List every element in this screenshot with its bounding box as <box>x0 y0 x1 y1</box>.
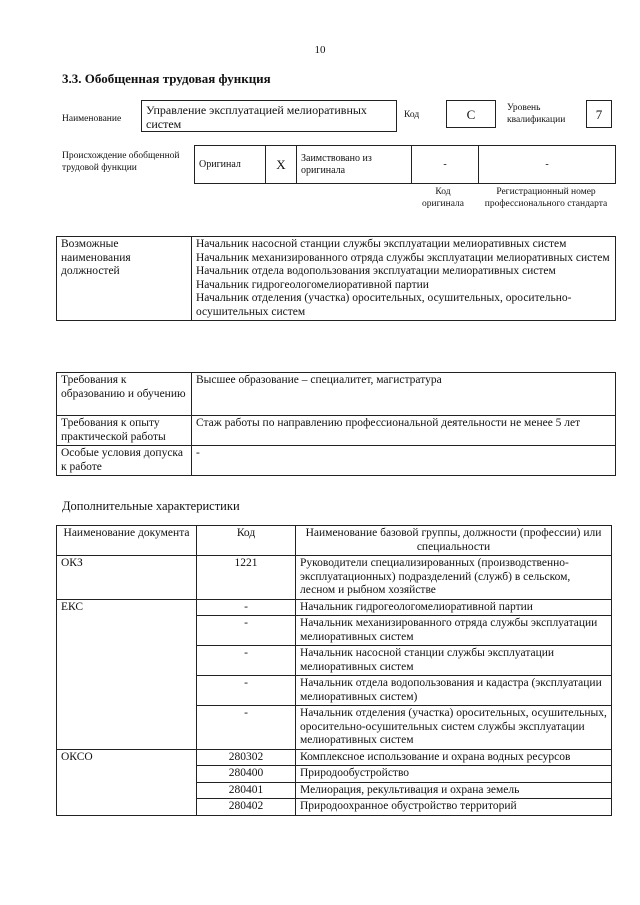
borrowed-label: Заимствовано из оригинала <box>297 146 412 184</box>
name-cell: Комплексное использование и охрана водных ресурсов <box>296 749 612 766</box>
requirement-value: Стаж работы по направлению профессиональной деятельности не менее 5 лет <box>192 416 616 446</box>
name-cell: Мелиорация, рекультивация и охрана земель <box>296 782 612 799</box>
doc-okz: ОКЗ <box>57 556 197 600</box>
original-label: Оригинал <box>195 146 266 184</box>
code-label: Код <box>404 110 420 120</box>
code-cell: 280402 <box>197 799 296 816</box>
origin-label: Происхождение обобщенной трудовой функции <box>62 151 180 173</box>
origin-code: - <box>412 146 479 184</box>
name-label: Наименование <box>62 114 122 124</box>
table-row <box>57 749 612 766</box>
code-cell: 280400 <box>197 766 296 783</box>
name-cell: Начальник гидрогеологомелиоративной партии <box>296 599 612 616</box>
requirement-value: - <box>192 446 616 476</box>
header-code: Код <box>197 526 296 556</box>
position-item: Начальник отдела водопользования эксплуатации мелиоративных систем <box>196 265 556 277</box>
caption-code-original: Код оригинала <box>422 187 464 209</box>
table-header-row <box>57 526 612 556</box>
requirement-label: Особые условия допуска к работе <box>57 446 192 476</box>
original-mark: X <box>266 146 297 184</box>
name-cell: Начальник механизированного отряда службы эксплуатации мелиоративных систем <box>296 616 612 646</box>
doc-eks: ЕКС <box>57 599 197 749</box>
positions-label: Возможные наименования должностей <box>57 237 192 321</box>
header-document: Наименование документа <box>57 526 197 556</box>
code-cell: - <box>197 599 296 616</box>
name-cell: Природообустройство <box>296 766 612 783</box>
code-cell: - <box>197 616 296 646</box>
additional-title: Дополнительные характеристики <box>62 499 240 513</box>
code-cell: 280302 <box>197 749 296 766</box>
requirement-row <box>57 373 616 416</box>
level-label: Уровень квалификации <box>507 103 566 125</box>
requirement-row <box>57 416 616 446</box>
positions-table <box>56 236 616 321</box>
table-row <box>57 556 612 600</box>
header-name: Наименование базовой группы, должности (профессии) или специальности <box>296 526 612 556</box>
code-cell: - <box>197 706 296 750</box>
requirement-label: Требования к образованию и обучению <box>57 373 192 416</box>
position-item: Начальник механизированного отряда службы эксплуатации мелиоративных систем <box>196 251 610 264</box>
doc-okso: ОКСО <box>57 749 197 815</box>
name-cell: Начальник насосной станции службы эксплуатации мелиоративных систем <box>296 646 612 676</box>
code-value: C <box>446 100 496 128</box>
section-title: 3.3. Обобщенная трудовая функция <box>62 71 271 86</box>
origin-regnum: - <box>479 146 616 184</box>
position-item: Начальник отделения (участка) оросительных, осушительных, оросительно-осушительных систем <box>196 292 572 318</box>
page-number: 10 <box>314 44 326 56</box>
positions-list <box>192 237 616 321</box>
additional-table <box>56 525 612 816</box>
requirements-table <box>56 372 616 476</box>
code-cell: - <box>197 676 296 706</box>
name-cell: Природоохранное обустройство территорий <box>296 799 612 816</box>
position-item: Начальник насосной станции службы эксплуатации мелиоративных систем <box>196 238 567 250</box>
table-row <box>57 599 612 616</box>
position-item: Начальник гидрогеологомелиоративной партии <box>196 278 429 291</box>
name-value: Управление эксплуатацией мелиоративных систем <box>141 100 397 132</box>
name-cell: Руководители специализированных (производственно-эксплуатационных) подразделений (служб) в сельском, лесном и рыбном хозяйстве <box>296 556 612 600</box>
requirement-row <box>57 446 616 476</box>
level-value: 7 <box>586 100 612 128</box>
origin-table <box>194 145 616 184</box>
requirement-value: Высшее образование – специалитет, магистратура <box>192 373 616 416</box>
requirement-label: Требования к опыту практической работы <box>57 416 192 446</box>
name-cell: Начальник отдела водопользования и кадастра (эксплуатации мелиоративных систем) <box>296 676 612 706</box>
caption-regnum: Регистрационный номер профессионального стандарта <box>484 187 608 209</box>
name-cell: Начальник отделения (участка) оросительных, осушительных, оросительно-осушительных систем службы эксплуатации мелиоративных систем <box>296 706 612 750</box>
code-cell: - <box>197 646 296 676</box>
code-cell: 280401 <box>197 782 296 799</box>
code-cell: 1221 <box>197 556 296 600</box>
